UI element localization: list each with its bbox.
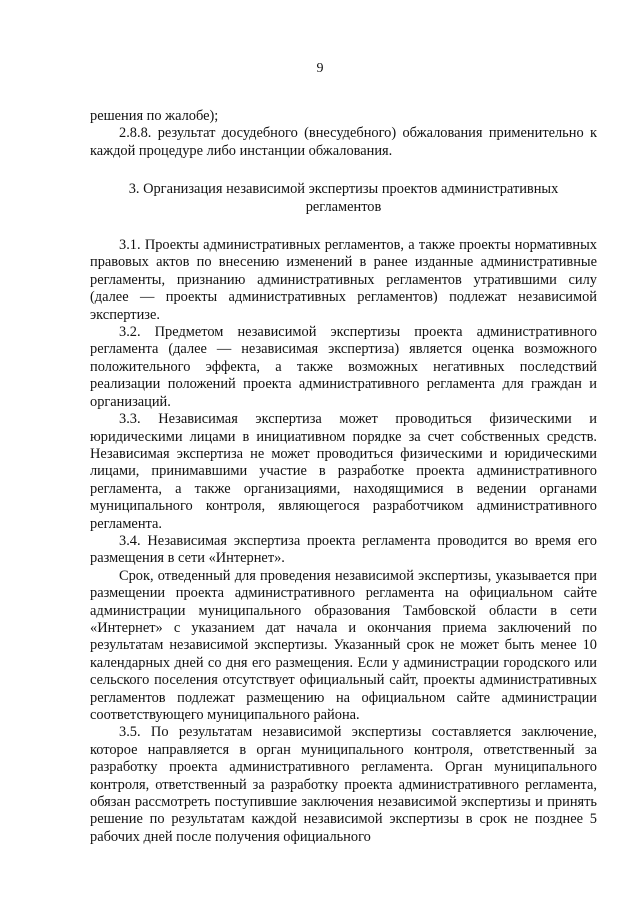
paragraph-continuation: решения по жалобе); <box>90 108 219 124</box>
section-heading <box>90 181 597 216</box>
section-heading-line-2: регламентов <box>305 198 382 215</box>
document-body <box>90 108 597 846</box>
page-number: 9 <box>316 61 324 76</box>
paragraph-2-8-8: 2.8.8. результат досудебного (внесудебного) обжалования применительно к каждой процедуре либо инстанции обжалования. <box>90 125 597 159</box>
section-heading-line-1: 3. Организация независимой экспертизы проектов административных <box>128 181 559 198</box>
paragraph-expertise-term: Срок, отведенный для проведения независимой экспертизы, указывается при размещении проекта административного регламента на официальном сайте администрации муниципального образования Тамбовской области в сети «Интернет» с указанием дат начала и окончания приема заключений по результатам независимой экспертизы. Указанный срок не может быть менее 10 календарных дней со дня его размещения. Если у администрации городского или сельского поселения отсутствует официальный сайт, проекты административных регламентов подлежат размещению на официальном сайте администрации соответствующего муниципального района. <box>90 567 597 723</box>
paragraph-3-2: 3.2. Предметом независимой экспертизы проекта административного регламента (далее — независимая экспертиза) является оценка возможного положительного эффекта, а также возможных негативных последствий реализации положений проекта административного регламента для граждан и организаций. <box>90 324 597 410</box>
paragraph-3-5: 3.5. По результатам независимой экспертизы составляется заключение, которое направляется в орган муниципального контроля, ответственный за разработку проекта административного регламента. Орган муниципального контроля, ответственный за разработку проекта административного регламента, обязан рассмотреть поступившие заключения независимой экспертизы и принять решение по результатам каждой независимой экспертизы в срок не позднее 5 рабочих дней после получения официального <box>90 724 597 845</box>
paragraph-3-1: 3.1. Проекты административных регламентов, а также проекты нормативных правовых актов по внесению изменений в ранее изданные административные регламенты, признанию административных регламентов утратившими силу (далее — проекты административных регламентов) подлежат независимой экспертизе. <box>90 237 597 323</box>
paragraph-3-3: 3.3. Независимая экспертиза может проводиться физическими и юридическими лицами в инициативном порядке за счет собственных средств. Независимая экспертиза не может проводиться физическими и юридическими лицами, принимавшими участие в разработке проекта административного регламента, а также организациями, находящимися в ведении органами муниципального контроля, являющегося разработчиком административного регламента. <box>90 411 597 532</box>
paragraph-3-4: 3.4. Независимая экспертиза проекта регламента проводится во время его размещения в сети «Интернет». <box>90 532 597 567</box>
